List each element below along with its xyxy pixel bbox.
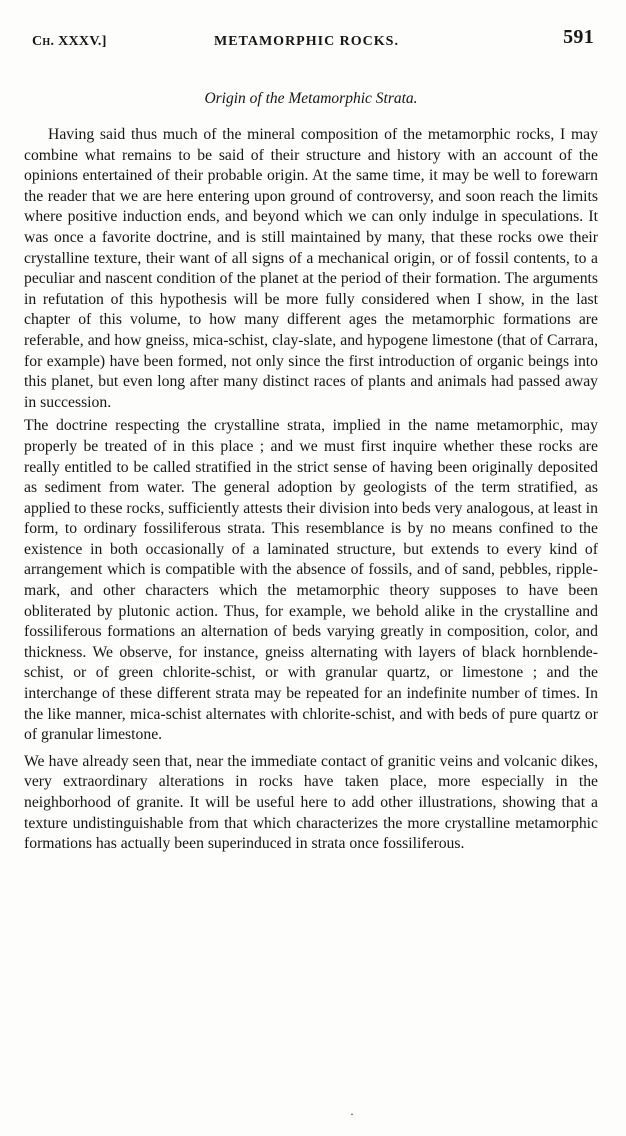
page-number: 591 xyxy=(563,26,594,48)
paragraph-1: Having said thus much of the mineral composition of the metamorphic rocks, I may combine what remains to be said of their structure and history with an account of the opinions entertained of their probable origin. At the same time, it may be well to forewarn the reader that we are here entering upon ground of controversy, and soon reach the limits where positive induction ends, and beyond which we can only indulge in speculations. It was once a favorite doctrine, and is still maintained by many, that these rocks owe their crystalline texture, their want of all signs of a mechanical origin, or of fossil contents, to a peculiar and nascent condition of the planet at the period of their formation. The arguments in refutation of this hypothesis will be more fully considered when I show, in the last chapter of this volume, to how many different ages the metamorphic formations are referable, and how gneiss, mica-schist, clay-slate, and hypogene limestone (that of Carrara, for example) have been formed, not only since the first introduction of organic beings into this planet, but even long after many distinct races of plants and animals had passed away in succession. xyxy=(24,126,598,411)
section-title: Origin of the Metamorphic Strata. xyxy=(204,90,418,107)
page-mark: · xyxy=(350,1107,354,1121)
chapter-reference: Ch. XXXV.] xyxy=(32,34,107,49)
running-head xyxy=(24,22,598,62)
running-title: METAMORPHIC ROCKS. xyxy=(214,34,399,49)
book-page xyxy=(24,22,598,1122)
paragraph-3: We have already seen that, near the immediate contact of granitic veins and volcanic dikes, very extraordinary alterations in rocks have taken place, more especially in the neighborhood of granite. It will be useful here to add other illustrations, showing that a texture undistinguishable from that which characterizes the more crystalline metamorphic formations has actually been superinduced in strata once fossiliferous. xyxy=(24,752,598,853)
paragraph-2: The doctrine respecting the crystalline strata, implied in the name metamorphic, may properly be treated of in this place ; and we must first inquire whether these rocks are really entitled to be called stratified in the strict sense of having been originally deposited as sediment from water. The general adoption by geologists of the term stratified, as applied to these rocks, sufficiently attests their division into beds very analogous, at least in form, to ordinary fossiliferous strata. This resemblance is by no means confined to the existence in both occasionally of a laminated structure, but extends to every kind of arrangement which is compatible with the absence of fossils, and of sand, pebbles, ripple-mark, and other characters which the metamorphic theory supposes to have been obliterated by plutonic action. Thus, for example, we behold alike in the crystalline and fossiliferous formations an alternation of beds varying greatly in composition, color, and thickness. We observe, for instance, gneiss alternating with layers of black hornblende-schist, or of green chlorite-schist, or with granular quartz, or limestone ; and the interchange of these different strata may be repeated for an indefinite number of times. In the like manner, mica-schist alternates with chlorite-schist, and with beds of pure quartz or of granular limestone. xyxy=(24,417,598,744)
